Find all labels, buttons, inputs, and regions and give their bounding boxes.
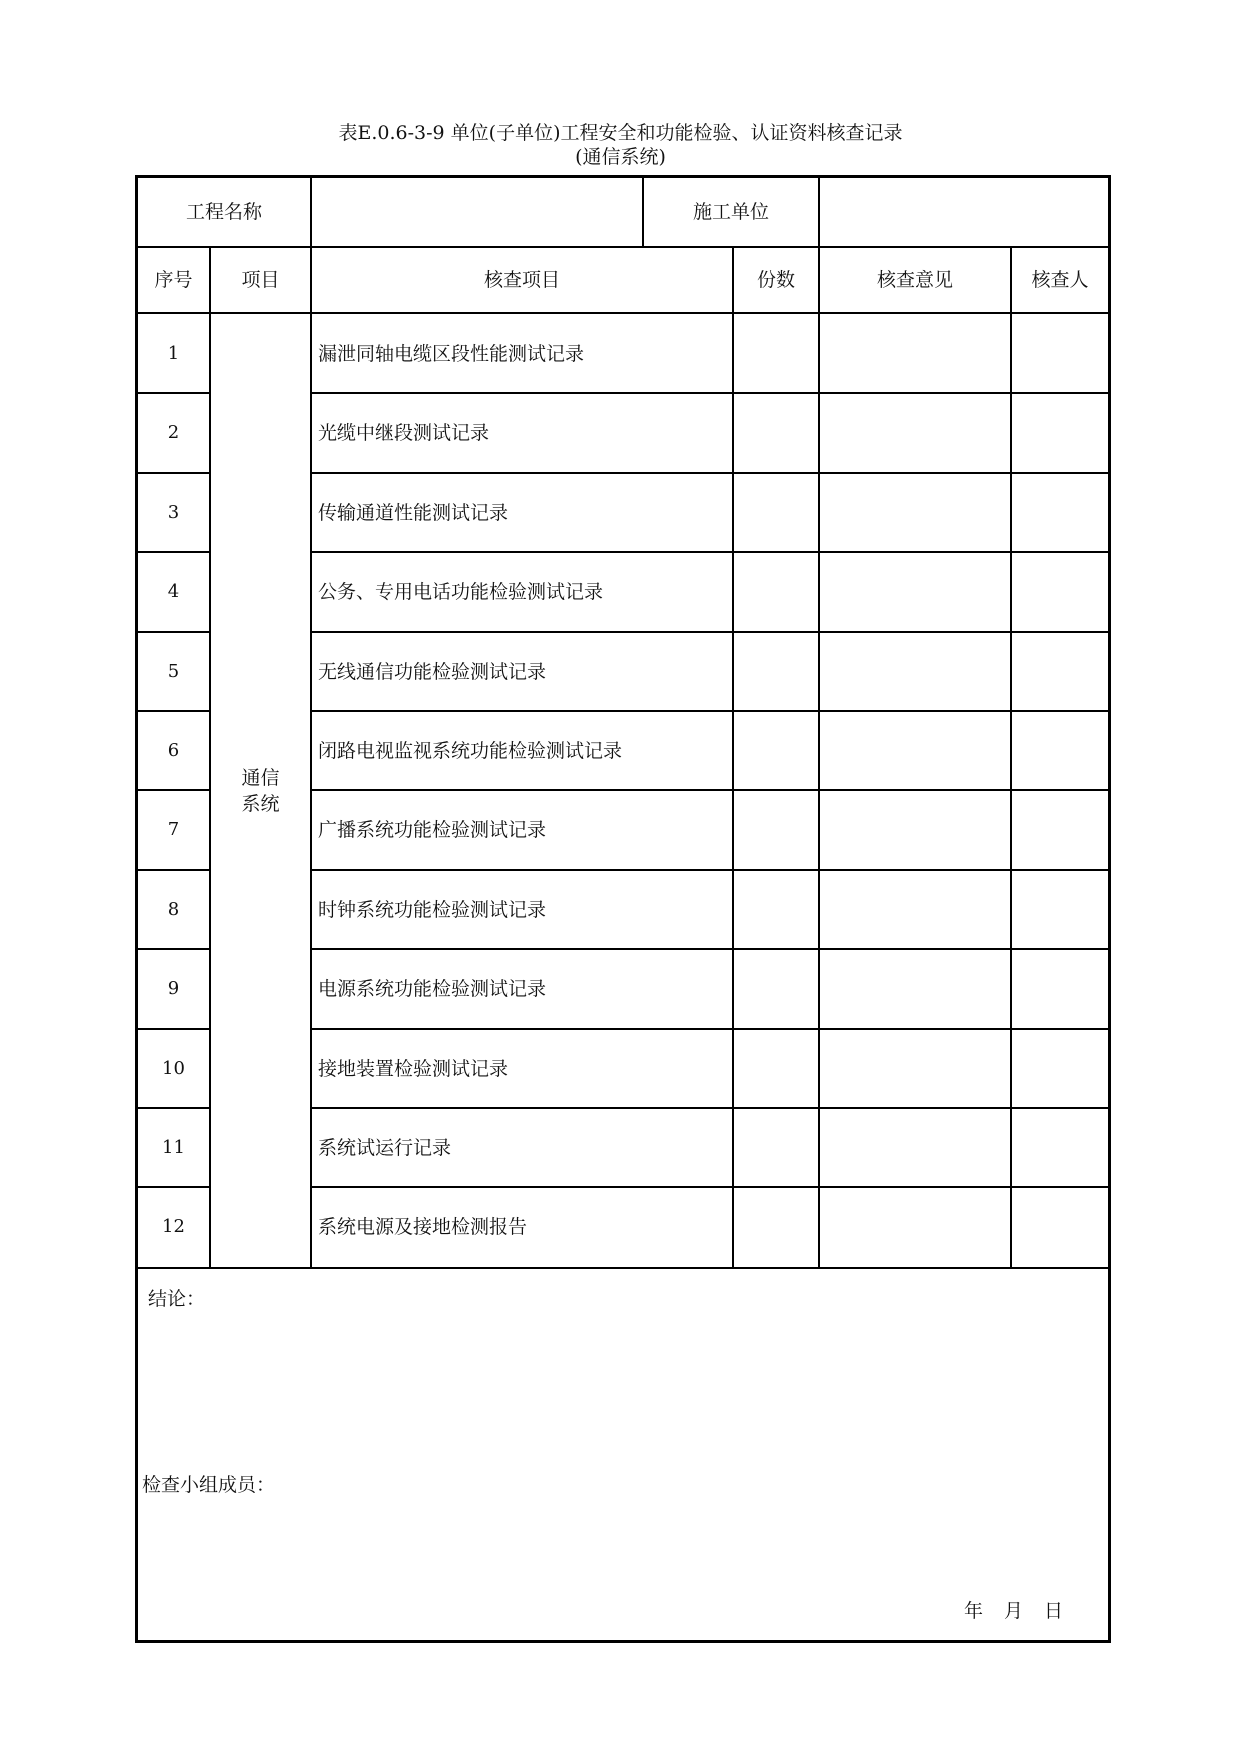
col-header-copies: 份数	[756, 269, 795, 291]
row-number: 8	[167, 898, 180, 920]
row-number: 7	[167, 819, 180, 840]
project-name-label: 工程名称	[185, 201, 262, 223]
opinion-field[interactable]	[820, 552, 1010, 632]
copies-field[interactable]	[734, 1029, 818, 1108]
check-item-name: 接地装置检验测试记录	[318, 1057, 509, 1080]
check-item-name: 光缆中继段测试记录	[318, 422, 490, 444]
row-number: 9	[167, 978, 180, 999]
copies-field[interactable]	[734, 473, 818, 552]
opinion-field[interactable]	[820, 790, 1010, 870]
col-header-item: 项目	[241, 269, 280, 291]
row-number: 2	[167, 422, 180, 443]
rule-table-bottom	[138, 1267, 1108, 1269]
copies-field[interactable]	[734, 314, 818, 393]
col-header-seq: 序号	[154, 269, 193, 291]
project-name-field[interactable]	[312, 178, 642, 246]
checker-field[interactable]	[1012, 790, 1108, 870]
construction-unit-label: 施工单位	[692, 201, 769, 223]
date-day: 日	[1044, 1600, 1064, 1622]
checker-field[interactable]	[1012, 473, 1108, 552]
checker-field[interactable]	[1012, 1108, 1108, 1187]
col-header-check-item: 核查项目	[483, 269, 560, 291]
checker-field[interactable]	[1012, 1187, 1108, 1267]
check-item-name: 电源系统功能检验测试记录	[318, 978, 547, 1000]
inspection-table	[135, 175, 1111, 1643]
check-item-name: 系统电源及接地检测报告	[318, 1216, 528, 1238]
col-header-opinion: 核查意见	[876, 269, 953, 291]
opinion-field[interactable]	[820, 473, 1010, 552]
row-number: 10	[162, 1057, 185, 1079]
col-header-checker: 核查人	[1031, 269, 1089, 291]
copies-field[interactable]	[734, 870, 818, 949]
check-item-name: 漏泄同轴电缆区段性能测试记录	[318, 342, 585, 365]
opinion-field[interactable]	[820, 1108, 1010, 1187]
check-item-name: 传输通道性能测试记录	[318, 501, 509, 524]
row-number: 11	[162, 1136, 185, 1158]
copies-field[interactable]	[734, 552, 818, 632]
opinion-field[interactable]	[820, 711, 1010, 790]
opinion-field[interactable]	[820, 1029, 1010, 1108]
opinion-field[interactable]	[820, 632, 1010, 711]
date-month: 月	[1004, 1600, 1024, 1622]
copies-field[interactable]	[734, 1108, 818, 1187]
row-number: 12	[162, 1216, 185, 1237]
check-item-name: 时钟系统功能检验测试记录	[318, 898, 547, 921]
opinion-field[interactable]	[820, 949, 1010, 1029]
check-item-name: 无线通信功能检验测试记录	[318, 660, 547, 683]
copies-field[interactable]	[734, 632, 818, 711]
checker-field[interactable]	[1012, 552, 1108, 632]
checker-field[interactable]	[1012, 711, 1108, 790]
opinion-field[interactable]	[820, 1187, 1010, 1267]
row-number: 4	[167, 581, 180, 602]
checker-field[interactable]	[1012, 949, 1108, 1029]
construction-unit-field[interactable]	[820, 178, 1108, 246]
row-number: 1	[167, 342, 180, 364]
checker-field[interactable]	[1012, 314, 1108, 393]
row-number: 5	[167, 660, 180, 682]
check-item-name: 广播系统功能检验测试记录	[318, 819, 547, 841]
category-cell	[211, 314, 310, 1267]
checker-field[interactable]	[1012, 870, 1108, 949]
check-item-name: 系统试运行记录	[318, 1136, 452, 1159]
row-number: 6	[167, 739, 180, 761]
opinion-field[interactable]	[820, 870, 1010, 949]
opinion-field[interactable]	[820, 393, 1010, 473]
copies-field[interactable]	[734, 711, 818, 790]
row-number: 3	[167, 501, 180, 523]
checker-field[interactable]	[1012, 632, 1108, 711]
copies-field[interactable]	[734, 949, 818, 1029]
copies-field[interactable]	[734, 1187, 818, 1267]
checker-field[interactable]	[1012, 1029, 1108, 1108]
check-item-name: 闭路电视监视系统功能检验测试记录	[318, 739, 623, 762]
category-line-2: 系统	[241, 792, 280, 815]
checker-field[interactable]	[1012, 393, 1108, 473]
check-item-name: 公务、专用电话功能检验测试记录	[318, 581, 604, 603]
category-line-1: 通信	[241, 766, 280, 789]
form-title: 表E.0.6-3-9 单位(子单位)工程安全和功能检验、认证资料核查记录	[338, 122, 903, 144]
copies-field[interactable]	[734, 790, 818, 870]
copies-field[interactable]	[734, 393, 818, 473]
members-label: 检查小组成员：	[142, 1474, 276, 1496]
form-subtitle: (通信系统)	[575, 146, 666, 168]
opinion-field[interactable]	[820, 314, 1010, 393]
date-year: 年	[964, 1600, 984, 1622]
conclusion-label: 结论：	[148, 1288, 206, 1310]
